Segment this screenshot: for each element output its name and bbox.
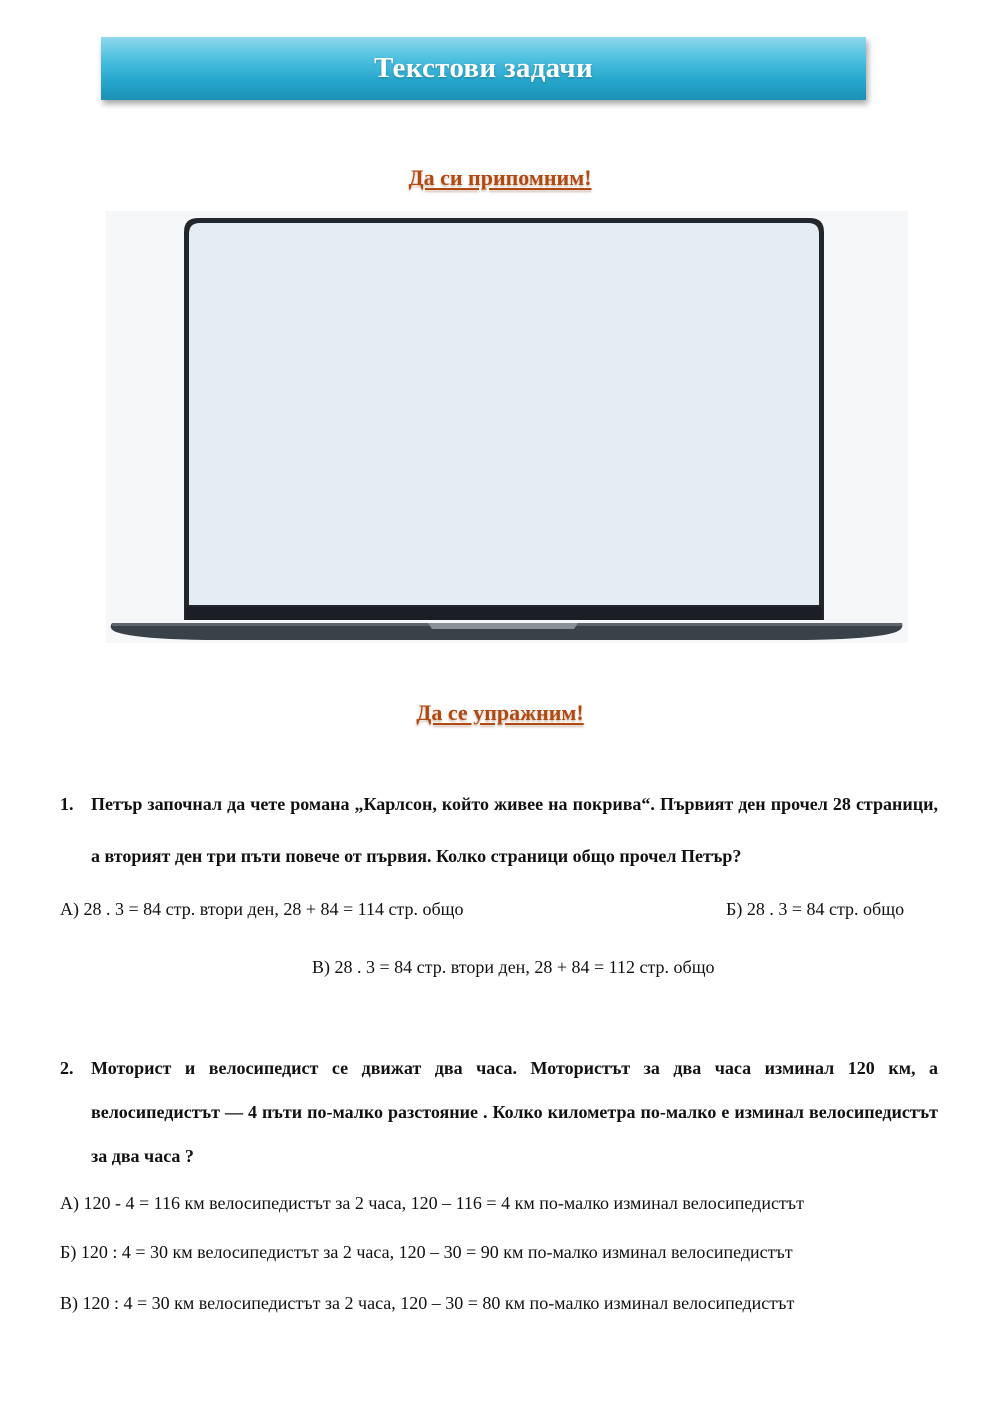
problem-1-stem (60, 778, 938, 882)
problem-1-option-a[interactable]: А) 28 . 3 = 84 стр. втори ден, 28 + 84 = 114 стр. общо (60, 899, 464, 919)
problem-number: 1. (60, 794, 74, 814)
laptop-image (106, 211, 908, 643)
practice-heading: Да се упражним! (416, 700, 584, 725)
laptop-screen[interactable] (189, 223, 819, 605)
problem-2-stem (60, 1046, 938, 1178)
problem-1-option-b[interactable]: Б) 28 . 3 = 84 стр. общо (726, 899, 905, 919)
problem-2-option-c[interactable]: В) 120 : 4 = 30 км велосипедистът за 2 часа, 120 – 30 = 80 км по-малко изминал велосипедистът (60, 1293, 795, 1313)
problem-1-option-c[interactable]: В) 28 . 3 = 84 стр. втори ден, 28 + 84 = 112 стр. общо (312, 957, 715, 977)
problem-2-option-b[interactable]: Б) 120 : 4 = 30 км велосипедистът за 2 часа, 120 – 30 = 90 км по-малко изминал велосипедистът (60, 1242, 793, 1262)
problem-number: 2. (60, 1058, 74, 1078)
remember-heading: Да си припомним! (408, 165, 592, 190)
page-title: Текстови задачи (374, 52, 593, 84)
laptop-graphic (106, 211, 908, 643)
problem-text: Моторист и велосипедист се движат два часа. Мотористът за два часа изминал 120 км, а велосипедистът — 4 пъти по-малко разстояние . Колко километра по-малко е изминал велосипедистът за два часа ? (91, 1058, 938, 1166)
problem-2-option-a[interactable]: А) 120 - 4 = 116 км велосипедистът за 2 часа, 120 – 116 = 4 км по-малко изминал велосипедистът (60, 1193, 804, 1213)
title-banner (101, 37, 866, 100)
problem-text: Петър започнал да чете романа „Карлсон, който живее на покрива“. Първият ден прочел 28 страници, а вторият ден три пъти повече от първия. Колко страници общо прочел Петър? (91, 794, 938, 866)
